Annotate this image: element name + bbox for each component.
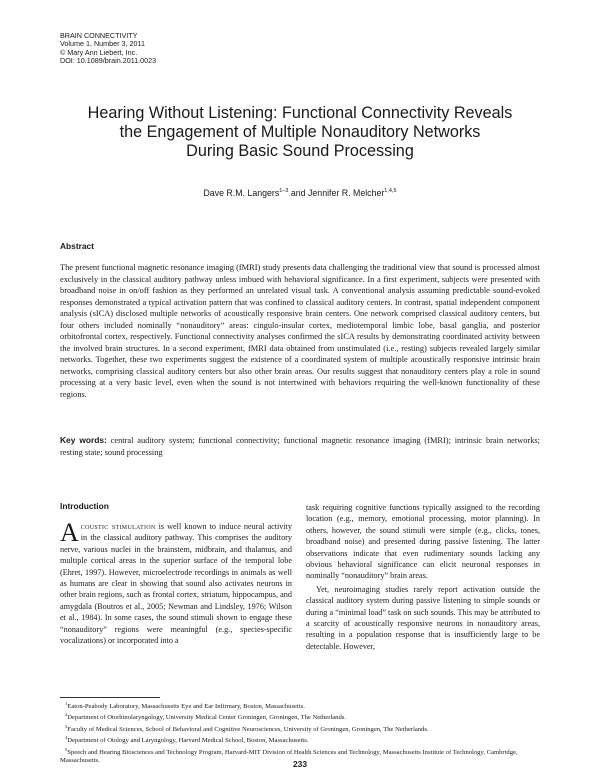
footnote-divider xyxy=(60,697,160,698)
intro-paragraph-text: is well known to induce neural activity in the classical auditory pathway. This comprises the auditory nerve, various nuclei in the brainstem, midbrain, and thalamus, and multiple cortical areas in the superior surface of the temporal lobe (Ehret, 1997). However, microelectrode recordings in animals as well as humans are clear in showing that sound also activates neurons in other brain regions, such as frontal cortex, striatum, hippocampus, and amygdala (Boutros et al., 2005; Newman and Lindsley, 1976; Wilson et al., 1984). In some cases, the sound stimuli shown to engage these “nonauditory” regions were meaningful (e.g., species-specific vocalizations) or incorporated into a xyxy=(60,522,292,646)
intro-paragraph: Yet, neuroimaging studies rarely report activation outside the classical auditory system during passive listening to simple sounds or during a “minimal load” task on such sounds. This may be attributed to a scarcity of acoustically responsive neurons in nonauditory areas, resulting in a population response that is insufficiently large to be detectable. However, xyxy=(306,584,540,651)
journal-volume: Volume 1, Number 3, 2011 xyxy=(60,39,145,49)
right-column xyxy=(306,502,540,652)
doi: DOI: 10.1089/brain.2011.0023 xyxy=(60,56,157,66)
copyright: © Mary Ann Liebert, Inc. xyxy=(60,47,138,57)
intro-paragraph xyxy=(60,518,292,646)
journal-info xyxy=(60,32,156,66)
left-column xyxy=(60,518,292,646)
page-number: 233 xyxy=(293,759,307,769)
author-name: Dave R.M. Langers xyxy=(203,188,280,198)
introduction-heading: Introduction xyxy=(60,501,109,511)
footnote: $^4$Department of Otology and Laryngology, Harvard Medical School, Boston, Massachusetts. xyxy=(65,735,309,745)
keywords-label: Key words: xyxy=(60,435,107,445)
article-title xyxy=(60,104,540,161)
author-affiliation-marks: 1,4,5 xyxy=(384,188,397,194)
abstract-heading: Abstract xyxy=(60,241,94,251)
title-line: During Basic Sound Processing xyxy=(186,142,414,160)
footnote: $^2$Department of Otorhinolaryngology, University Medical Center Groningen, Groningen, The Netherlands. xyxy=(65,712,346,722)
author-conjunction: and xyxy=(288,188,309,198)
footnote: $^3$Faculty of Medical Sciences, School of Behavioral and Cognitive Neurosciences, University of Groningen, Groningen, The Netherlands. xyxy=(65,723,429,733)
keywords xyxy=(60,435,540,458)
smallcaps-lead: coustic stimulation xyxy=(80,522,156,531)
intro-paragraph: task requiring cognitive functions typically assigned to the recording location (e.g., memory, emotional processing, motor planning). In others, however, the sound stimuli were simple (e.g., clicks, tones, broadband noise) and presented during passive listening. The latter observations indicate that even rudimentary sounds lacking any obvious behavioral significance can elicit neuronal responses in nominally “nonauditory” brain areas. xyxy=(306,503,540,581)
footnote: $^1$Eaton-Peabody Laboratory, Massachusetts Eye and Ear Infirmary, Boston, Massachusetts. xyxy=(65,701,305,711)
title-line: Hearing Without Listening: Functional Connectivity Reveals xyxy=(87,104,513,122)
dropcap: A xyxy=(60,518,79,547)
keywords-text: central auditory system; functional connectivity; functional magnetic resonance imaging (fMRI); intrinsic brain networks; resting state; sound processing xyxy=(60,436,540,457)
journal-name: BRAIN CONNECTIVITY xyxy=(60,31,138,40)
author-list xyxy=(60,188,540,198)
author-affiliation-marks: 1–3 xyxy=(279,188,289,194)
title-line: the Engagement of Multiple Nonauditory Networks xyxy=(119,123,481,141)
footnotes xyxy=(60,700,540,765)
author-name: Jennifer R. Melcher xyxy=(308,188,385,198)
footnote: $^5$Speech and Hearing Biosciences and Technology Program, Harvard-MIT Division of Health Sciences and Technology, Massachusetts Institute of Technology, Cambridge, Massachusetts. xyxy=(60,746,518,764)
abstract-text: The present functional magnetic resonance imaging (fMRI) study presents data challenging the traditional view that sound is processed almost exclusively in the classical auditory pathway unless imbued with behavioral significance. In a first experiment, subjects were presented with broadband noise in on/off fashion as they performed an unrelated visual task. A conventional analysis assuming predictable sound-evoked responses demonstrated a typical activation pattern that was confined to classical auditory centers. In contrast, spatial independent component analysis (sICA) disclosed multiple networks of acoustically responsive brain centers. One network comprised classical auditory centers, but four others included nominally “nonauditory” areas: cingulo-insular cortex, mediotemporal limbic lobe, basal ganglia, and posterior orbitofrontal cortex, respectively. Functional connectivity analyses confirmed the sICA results by demonstrating coordinated activity between the involved brain structures. In a second experiment, fMRI data obtained from unstimulated (i.e., resting) subjects revealed largely similar networks. Together, these two experiments suggest the existence of a coordinated system of multiple acoustically responsive intrinsic brain networks, comprising classical auditory centers but also other brain areas. Our results suggest that nonauditory centers play a role in sound processing at a very basic level, even when the sound is not intertwined with behaviors requiring the well-known functionality of these regions. xyxy=(60,263,540,400)
